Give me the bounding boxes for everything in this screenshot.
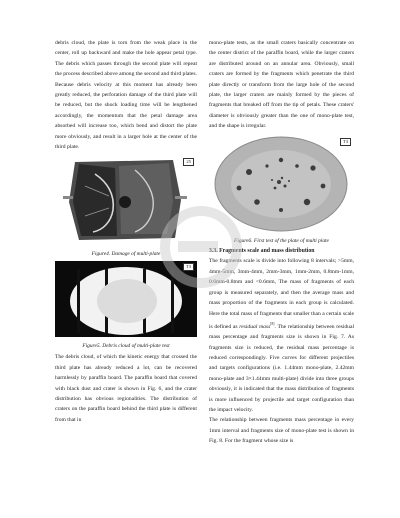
figure-5 <box>55 261 197 350</box>
right-paragraph-2 <box>209 256 354 415</box>
left-paragraph-1: debris cloud, the plate is torn from the weak place in the center, roll up backward and make the hole appear petal type. The debris which passes through the second plate will repeat the process described above among the second and third plates. Because debris velocity at this moment has already been greatly reduced, the perforation damage of the third plate will be reduced, but the shock loading time will be lengthened accordingly, the momentum that the petal damage area absorbed will increase too, which bend and distort the plate more obviously, and result in a larger hole at the center of the third plate. <box>55 40 197 151</box>
figure-4-tag: 25 <box>183 158 194 166</box>
section-heading: 3.3. Fragments scale and mass distribution <box>209 248 315 255</box>
right-paragraph-2-text-a: The fragments scale is divide into following 8 intervals; >5mm, 4mm-5mm, 3mm-4mm, 2mm-3mm, 1mm-2mm, 0.8mm-1mm, 0.6mm-0.8mm and <0.6mm, The mass of fragments of each group is measured separately, and then the average mass and mass proportion of the fragments in each group is calculated. Here the total mass of fragments that smaller than a certain scale is defined as <box>209 258 354 330</box>
figure-6 <box>209 136 354 245</box>
right-column <box>209 38 354 447</box>
citation-8: [8] <box>270 321 275 326</box>
figure-4-image <box>55 156 197 244</box>
residual-mass-term: residual mass <box>239 323 271 330</box>
right-paragraph-1: mono-plate tests, as the small craters basically concentrate on the center district of the paraffin board, while the larger craters are distributed around on an annular area. Obviously, small craters are formed by the fragments which penetrate the third plate directly or transform from the large hole of the second plate, the larger craters are mainly formed by the pieces of fragments that breaked off from the tip of petals. These craters' diameter is obviously greater than the one of mono-plate test, and the shape is irregular. <box>209 40 354 130</box>
figure-4-caption: Figure4. Damage of multi-plate <box>91 250 161 257</box>
right-paragraph-2-text-b: . The relationship between residual mass percentage and fragments size is shown in Fig. 7. As fragments size is reduced, the residual mass percentage is reduced correspondingly. Five curves for different projectiles and targets configurations (i.e. 1.44mm mono-plate, 2.42mm mono-plate and 3×1.44mm multi-plate) divide into three groups obviously, it is indicated that the mass distribution of fragments is more influenced by projectile and target configuration than the impact velocity. <box>209 323 354 414</box>
left-paragraph-2: The debris cloud, of which the kinetic energy that crossed the third plate has already reduced a lot, can be recovered harmlessly by paraffin board. The paraffin board that covered with black dust and crater is shown in Fig. 6, and the crater distribution has obvious regionalities. The distribution of craters on the paraffin board behind the third plate is different from that in <box>55 354 197 423</box>
figure-4 <box>55 156 197 257</box>
figure-6-image <box>209 136 354 232</box>
right-paragraph-3: The relationship between fragments mass percentage in every 1mm interval and fragments size of mono-plate test is shown in Fig. 8. For the fragment whose size is <box>209 417 354 445</box>
figure-5-image <box>55 261 197 337</box>
figure-5-tag: T3 <box>183 263 194 271</box>
left-column <box>55 38 197 425</box>
figure-5-caption: Figure5. Debris cloud of multi-plate test <box>82 343 170 350</box>
figure-6-tag: T3 <box>340 138 351 146</box>
figure-6-caption: Figure6. First test of the plate of multi plate <box>234 238 329 245</box>
